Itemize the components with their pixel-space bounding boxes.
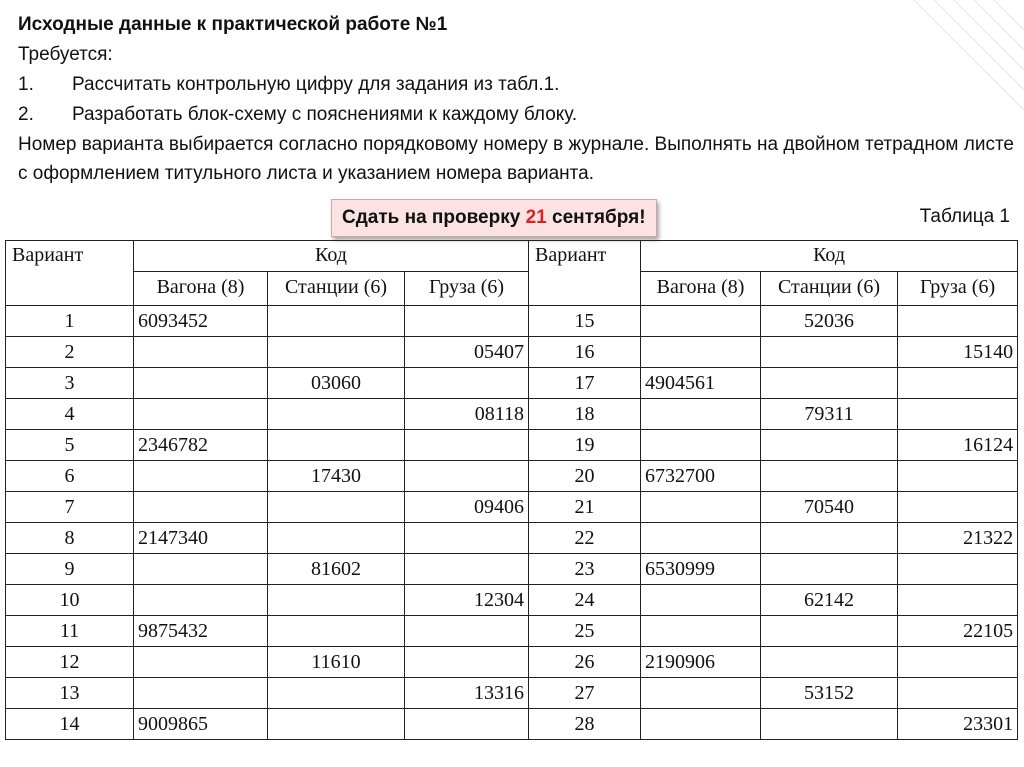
cell-variant: 28	[529, 709, 641, 740]
cell-wagon-code	[134, 461, 268, 492]
cell-cargo-code	[898, 585, 1018, 616]
cell-wagon-code	[134, 647, 268, 678]
cell-variant: 16	[529, 337, 641, 368]
cell-variant: 26	[529, 647, 641, 678]
cell-cargo-code: 16124	[898, 430, 1018, 461]
header-wagon: Вагона (8)	[134, 272, 268, 306]
cell-cargo-code	[898, 492, 1018, 523]
cell-station-code: 11610	[268, 647, 405, 678]
cell-station-code	[761, 647, 898, 678]
cell-wagon-code: 9875432	[134, 616, 268, 647]
header-wagon: Вагона (8)	[641, 272, 761, 306]
cell-cargo-code: 22105	[898, 616, 1018, 647]
cell-wagon-code	[134, 678, 268, 709]
task-number: 2.	[18, 104, 34, 125]
cell-station-code	[761, 554, 898, 585]
cell-wagon-code	[641, 523, 761, 554]
cell-wagon-code: 2147340	[134, 523, 268, 554]
cell-station-code: 17430	[268, 461, 405, 492]
header-variant: Вариант	[529, 241, 641, 306]
cell-wagon-code	[641, 306, 761, 337]
task-text: Рассчитать контрольную цифру для задания из табл.1.	[72, 74, 560, 95]
cell-variant: 13	[6, 678, 134, 709]
cell-wagon-code: 9009865	[134, 709, 268, 740]
header-variant: Вариант	[6, 241, 134, 306]
cell-station-code	[761, 709, 898, 740]
cell-station-code	[268, 430, 405, 461]
cell-cargo-code: 05407	[405, 337, 529, 368]
table-row	[6, 430, 1018, 461]
cell-cargo-code: 09406	[405, 492, 529, 523]
task-text: Разработать блок-схему с пояснениями к каждому блоку.	[72, 104, 578, 125]
cell-wagon-code	[641, 492, 761, 523]
cell-station-code	[268, 523, 405, 554]
cell-wagon-code	[134, 337, 268, 368]
cell-variant: 17	[529, 368, 641, 399]
cell-wagon-code: 2346782	[134, 430, 268, 461]
cell-variant: 7	[6, 492, 134, 523]
cell-station-code: 79311	[761, 399, 898, 430]
cell-station-code	[268, 337, 405, 368]
cell-cargo-code	[898, 368, 1018, 399]
cell-wagon-code	[641, 616, 761, 647]
table-row	[6, 368, 1018, 399]
cell-station-code: 81602	[268, 554, 405, 585]
page-title: Исходные данные к практической работе №1	[18, 14, 448, 35]
cell-variant: 21	[529, 492, 641, 523]
cell-variant: 14	[6, 709, 134, 740]
table-row	[6, 461, 1018, 492]
table-row	[6, 678, 1018, 709]
table-row	[6, 554, 1018, 585]
cell-wagon-code: 6530999	[641, 554, 761, 585]
cell-variant: 10	[6, 585, 134, 616]
table-row	[6, 337, 1018, 368]
header-station: Станции (6)	[761, 272, 898, 306]
cell-station-code	[761, 461, 898, 492]
cell-wagon-code	[134, 492, 268, 523]
cell-station-code: 70540	[761, 492, 898, 523]
deadline-suffix: сентября!	[546, 207, 646, 228]
table-row	[6, 616, 1018, 647]
cell-variant: 3	[6, 368, 134, 399]
cell-variant: 22	[529, 523, 641, 554]
cell-wagon-code	[134, 585, 268, 616]
cell-cargo-code: 15140	[898, 337, 1018, 368]
table-row	[6, 709, 1018, 740]
variants-table	[5, 240, 1018, 740]
cell-wagon-code	[134, 368, 268, 399]
cell-station-code: 53152	[761, 678, 898, 709]
cell-station-code: 62142	[761, 585, 898, 616]
cell-wagon-code	[134, 399, 268, 430]
cell-cargo-code: 23301	[898, 709, 1018, 740]
cell-cargo-code: 13316	[405, 678, 529, 709]
cell-station-code: 52036	[761, 306, 898, 337]
cell-wagon-code: 6732700	[641, 461, 761, 492]
cell-variant: 27	[529, 678, 641, 709]
cell-cargo-code	[405, 523, 529, 554]
cell-variant: 8	[6, 523, 134, 554]
header-cargo: Груза (6)	[405, 272, 529, 306]
cell-wagon-code	[641, 399, 761, 430]
cell-station-code	[761, 337, 898, 368]
cell-station-code: 03060	[268, 368, 405, 399]
cell-cargo-code	[405, 461, 529, 492]
cell-station-code	[268, 616, 405, 647]
cell-wagon-code: 6093452	[134, 306, 268, 337]
cell-station-code	[761, 523, 898, 554]
cell-cargo-code	[898, 399, 1018, 430]
task-item	[18, 70, 1014, 100]
cell-variant: 20	[529, 461, 641, 492]
cell-cargo-code	[405, 430, 529, 461]
cell-cargo-code	[898, 554, 1018, 585]
cell-station-code	[761, 368, 898, 399]
cell-station-code	[761, 430, 898, 461]
requirements-label: Требуется:	[18, 44, 113, 65]
cell-variant: 11	[6, 616, 134, 647]
cell-cargo-code	[405, 647, 529, 678]
cell-wagon-code	[641, 337, 761, 368]
cell-variant: 23	[529, 554, 641, 585]
cell-cargo-code: 21322	[898, 523, 1018, 554]
cell-wagon-code: 4904561	[641, 368, 761, 399]
intro-section	[18, 10, 1014, 188]
cell-wagon-code	[641, 430, 761, 461]
cell-variant: 6	[6, 461, 134, 492]
header-cargo: Груза (6)	[898, 272, 1018, 306]
header-code: Код	[134, 241, 529, 272]
header-station: Станции (6)	[268, 272, 405, 306]
cell-variant: 15	[529, 306, 641, 337]
cell-cargo-code: 08118	[405, 399, 529, 430]
cell-wagon-code: 2190906	[641, 647, 761, 678]
cell-station-code	[268, 399, 405, 430]
cell-station-code	[268, 306, 405, 337]
table-row	[6, 585, 1018, 616]
task-item	[18, 100, 1014, 130]
cell-variant: 12	[6, 647, 134, 678]
cell-cargo-code	[405, 368, 529, 399]
cell-variant: 1	[6, 306, 134, 337]
table-row	[6, 492, 1018, 523]
table-row	[6, 306, 1018, 337]
task-number: 1.	[18, 74, 34, 95]
cell-variant: 24	[529, 585, 641, 616]
cell-cargo-code	[898, 647, 1018, 678]
table-row	[6, 647, 1018, 678]
cell-station-code	[268, 585, 405, 616]
cell-station-code	[268, 709, 405, 740]
cell-wagon-code	[134, 554, 268, 585]
cell-cargo-code: 12304	[405, 585, 529, 616]
cell-station-code	[761, 616, 898, 647]
cell-cargo-code	[898, 461, 1018, 492]
cell-wagon-code	[641, 678, 761, 709]
cell-station-code	[268, 678, 405, 709]
cell-variant: 19	[529, 430, 641, 461]
cell-cargo-code	[898, 306, 1018, 337]
deadline-prefix: Сдать на проверку	[342, 207, 526, 228]
cell-variant: 25	[529, 616, 641, 647]
table-body	[6, 306, 1018, 740]
cell-cargo-code	[898, 678, 1018, 709]
cell-wagon-code	[641, 709, 761, 740]
cell-variant: 9	[6, 554, 134, 585]
table-caption: Таблица 1	[919, 206, 1010, 227]
cell-wagon-code	[641, 585, 761, 616]
deadline-day: 21	[525, 207, 547, 228]
cell-cargo-code	[405, 306, 529, 337]
instructions-paragraph: Номер варианта выбирается согласно порядковому номеру в журнале. Выполнять на двойном тетрадном листе с оформлением титульного листа и указанием номера варианта.	[18, 134, 1014, 184]
cell-variant: 5	[6, 430, 134, 461]
deadline-banner	[331, 199, 657, 237]
cell-cargo-code	[405, 616, 529, 647]
cell-cargo-code	[405, 554, 529, 585]
cell-cargo-code	[405, 709, 529, 740]
header-code: Код	[641, 241, 1018, 272]
cell-variant: 4	[6, 399, 134, 430]
cell-variant: 18	[529, 399, 641, 430]
cell-variant: 2	[6, 337, 134, 368]
table-row	[6, 399, 1018, 430]
table-row	[6, 523, 1018, 554]
cell-station-code	[268, 492, 405, 523]
